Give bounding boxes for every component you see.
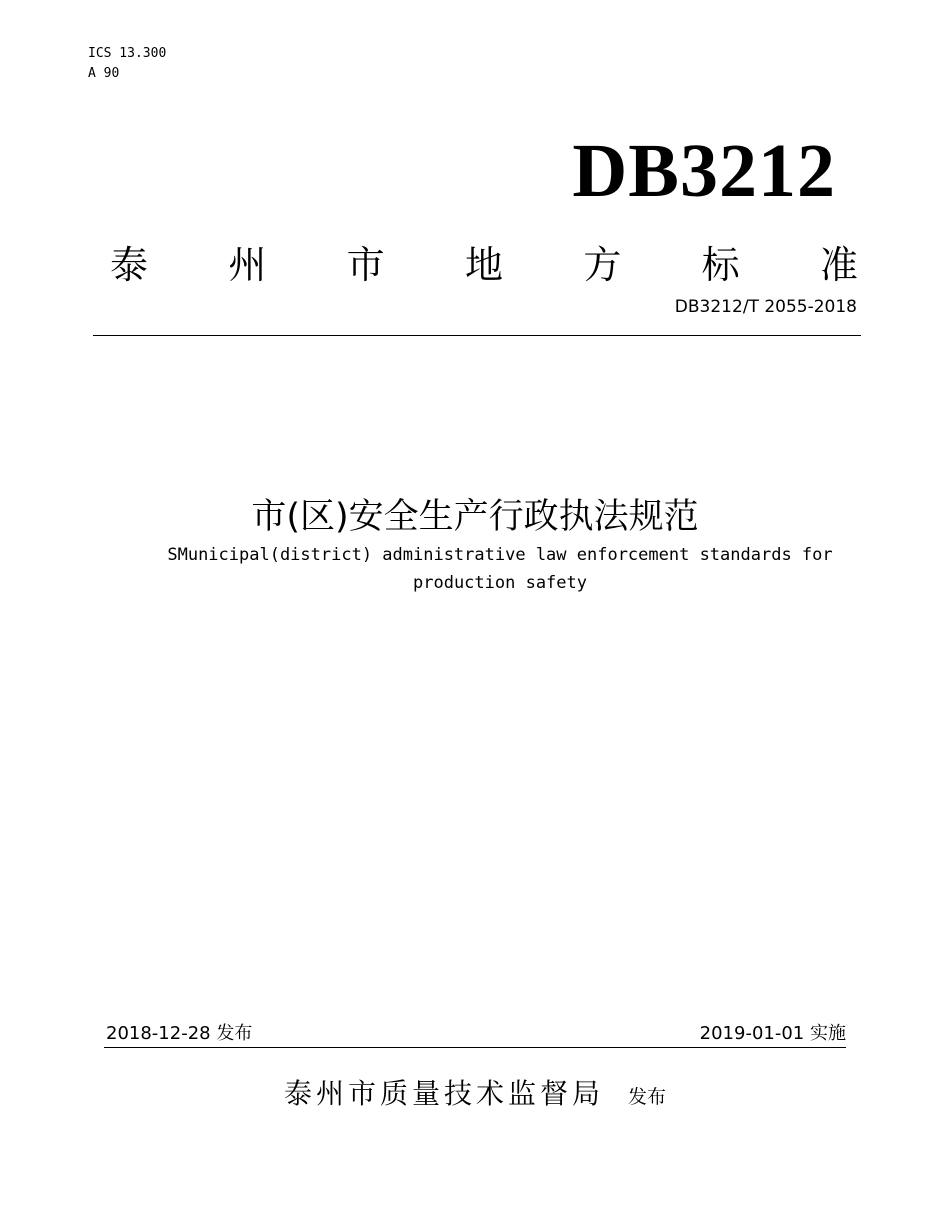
standard-name-char: 州 bbox=[228, 243, 267, 287]
date-row bbox=[106, 1019, 846, 1045]
header-divider bbox=[93, 335, 861, 336]
ics-code: ICS 13.300 bbox=[88, 46, 167, 61]
footer-divider bbox=[104, 1047, 846, 1048]
standard-category-name bbox=[110, 234, 858, 289]
ccs-code: A 90 bbox=[88, 66, 120, 81]
implementation-date: 2019-01-01 实施 bbox=[699, 1023, 846, 1044]
english-title-line: production safety bbox=[413, 573, 587, 593]
standard-name-char: 市 bbox=[346, 243, 385, 287]
standard-name-char: 方 bbox=[583, 243, 622, 287]
standard-name-char: 地 bbox=[464, 243, 503, 287]
standard-name-char: 准 bbox=[819, 243, 858, 287]
issuing-authority bbox=[0, 1072, 950, 1112]
classification-codes bbox=[88, 44, 166, 84]
issue-label: 发布 bbox=[628, 1086, 667, 1108]
english-title-line: SMunicipal(district) administrative law enforcement standards for bbox=[167, 545, 833, 565]
issue-date: 2018-12-28 发布 bbox=[106, 1023, 253, 1044]
document-title: 市(区)安全生产行政执法规范 bbox=[251, 497, 699, 537]
issuer-name: 泰州市质量技术监督局 bbox=[283, 1077, 604, 1110]
standard-code: DB3212 bbox=[572, 129, 836, 213]
standard-name-char: 标 bbox=[701, 243, 740, 287]
standard-name-char: 泰 bbox=[110, 243, 149, 287]
standard-number: DB3212/T 2055-2018 bbox=[674, 297, 857, 317]
document-title-english bbox=[140, 541, 860, 597]
